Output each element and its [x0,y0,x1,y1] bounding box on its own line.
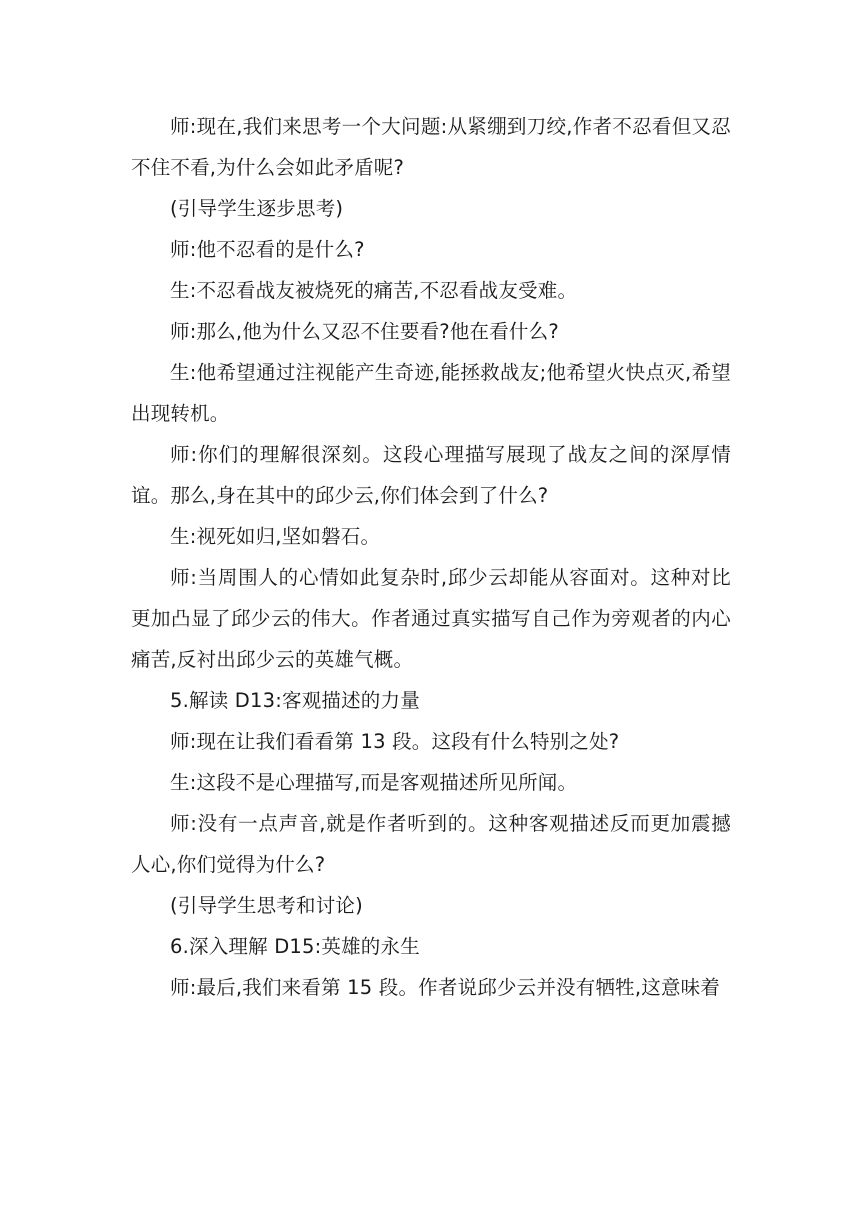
paragraph-student-objective: 生:这段不是心理描写,而是客观描述所见所闻。 [170,771,578,794]
paragraph-teacher-section-13: 师:现在让我们看看第 13 段。这段有什么特别之处? [170,730,620,753]
paragraph-guide-thinking: (引导学生逐步思考) [170,197,344,220]
paragraph-student-answer-firm: 生:视死如归,坚如磐石。 [170,525,381,548]
paragraph-teacher-no-sound: 师:没有一点声音,就是作者听到的。这种客观描述反而更加震撼人心,你们觉得为什么? [131,812,731,876]
paragraph-guide-discussion: (引导学生思考和讨论) [170,894,363,917]
document-body [131,106,731,1008]
paragraph-question-contradiction: 师:现在,我们来思考一个大问题:从紧绷到刀绞,作者不忍看但又忍不住不看,为什么会如此矛盾呢? [131,115,731,179]
paragraph-teacher-ask-why-look: 师:那么,他为什么又忍不住要看?他在看什么? [170,320,559,343]
paragraph-student-answer-pain: 生:不忍看战友被烧死的痛苦,不忍看战友受难。 [170,279,578,302]
paragraph-teacher-section-15: 师:最后,我们来看第 15 段。作者说邱少云并没有牺牲,这意味着 [170,976,721,999]
paragraph-student-answer-hope: 生:他希望通过注视能产生奇迹,能拯救战友;他希望火快点灭,希望出现转机。 [131,361,731,425]
section-heading-d15: 6.深入理解 D15:英雄的永生 [170,935,420,958]
paragraph-teacher-contrast: 师:当周围人的心情如此复杂时,邱少云却能从容面对。这种对比更加凸显了邱少云的伟大。作者通过真实描写自己作为旁观者的内心痛苦,反衬出邱少云的英雄气概。 [131,566,731,671]
paragraph-teacher-ask-what: 师:他不忍看的是什么? [170,238,365,261]
section-heading-d13: 5.解读 D13:客观描述的力量 [170,689,420,712]
paragraph-teacher-friendship: 师:你们的理解很深刻。这段心理描写展现了战友之间的深厚情谊。那么,身在其中的邱少云,你们体会到了什么? [131,443,731,507]
